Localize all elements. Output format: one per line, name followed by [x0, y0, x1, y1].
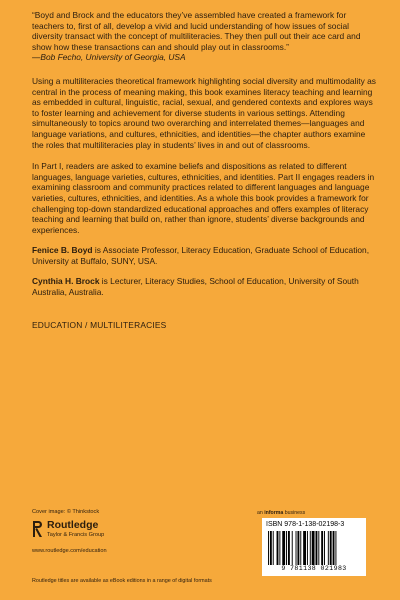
isbn-barcode	[262, 518, 366, 576]
cover-image-credit: Cover image: © Thinkstock	[32, 509, 100, 515]
publisher-name: Routledge	[47, 519, 99, 531]
publisher-url: www.routledge.com/education	[32, 548, 107, 554]
informa-brand: informa	[264, 510, 284, 516]
publisher-group: Taylor & Francis Group	[47, 532, 105, 538]
author-bio-1	[32, 245, 377, 266]
informa-tagline: an informa business	[257, 510, 306, 516]
description-paragraph-1: Using a multiliteracies theoretical framework highlighting social diversity and multimodality as central in the process of meaning making, this book examines literacy teaching and learning as embedded in cultural, linguistic, racial, sexual, and gendered contexts and explores ways to foster learning and achievement for diverse students in various settings. Attending simultaneously to topics around two overarching and interrelated themes—languages and language variations, and cultures, ethnicities, and identities—the chapter authors examine the roles that multiliteracies play in students’ lives in and out of classrooms.	[32, 75, 376, 150]
ebook-availability-note: Routledge titles are available as eBook editions in a range of digital formats	[32, 578, 212, 584]
barcode-digits: 9 781138 021983	[281, 565, 347, 572]
description-paragraph-2: In Part I, readers are asked to examine beliefs and dispositions as related to different languages, language varieties, cultures, ethnicities, and identities. Part II engages readers in examining classroom and community practices related to different languages and language varieties, cultures, ethnicities, and identities. As a whole this book provides a framework for challenging top-down standardized educational approaches and offers examples of literacy teaching and learning that build on, rather than ignore, students’ diverse backgrounds and experiences.	[32, 161, 375, 235]
author-name-1: Fenice B. Boyd	[32, 245, 93, 256]
endorsement-attribution: —Bob Fecho, University of Georgia, USA	[32, 52, 186, 63]
publisher-logo-block	[32, 520, 182, 544]
author-bio-text-1: is Associate Professor, Literacy Education, Graduate School of Education, University at Buffalo, SUNY, USA.	[32, 245, 370, 266]
blurb	[32, 10, 377, 330]
isbn-number: ISBN 978-1-138-02198-3	[266, 521, 345, 528]
endorsement-quote: “Boyd and Brock and the educators they’ve assembled have created a framework for teachers to, first of all, develop a vivid and lucid understanding of how issues of social diversity transact with the concept of multiliteracies. They then pull out their ace card and show how these transactions can and should play out in classrooms.”	[32, 10, 361, 52]
author-bio-text-2: is Lecturer, Literacy Studies, School of Education, University of South Australia, Australia.	[32, 276, 359, 298]
subject-category: EDUCATION / MULTILITERACIES	[32, 319, 167, 330]
author-name-2: Cynthia H. Brock	[32, 276, 100, 287]
barcode-icon	[266, 531, 362, 565]
author-bio-2	[32, 276, 377, 297]
routledge-r-logo-icon	[32, 520, 43, 538]
